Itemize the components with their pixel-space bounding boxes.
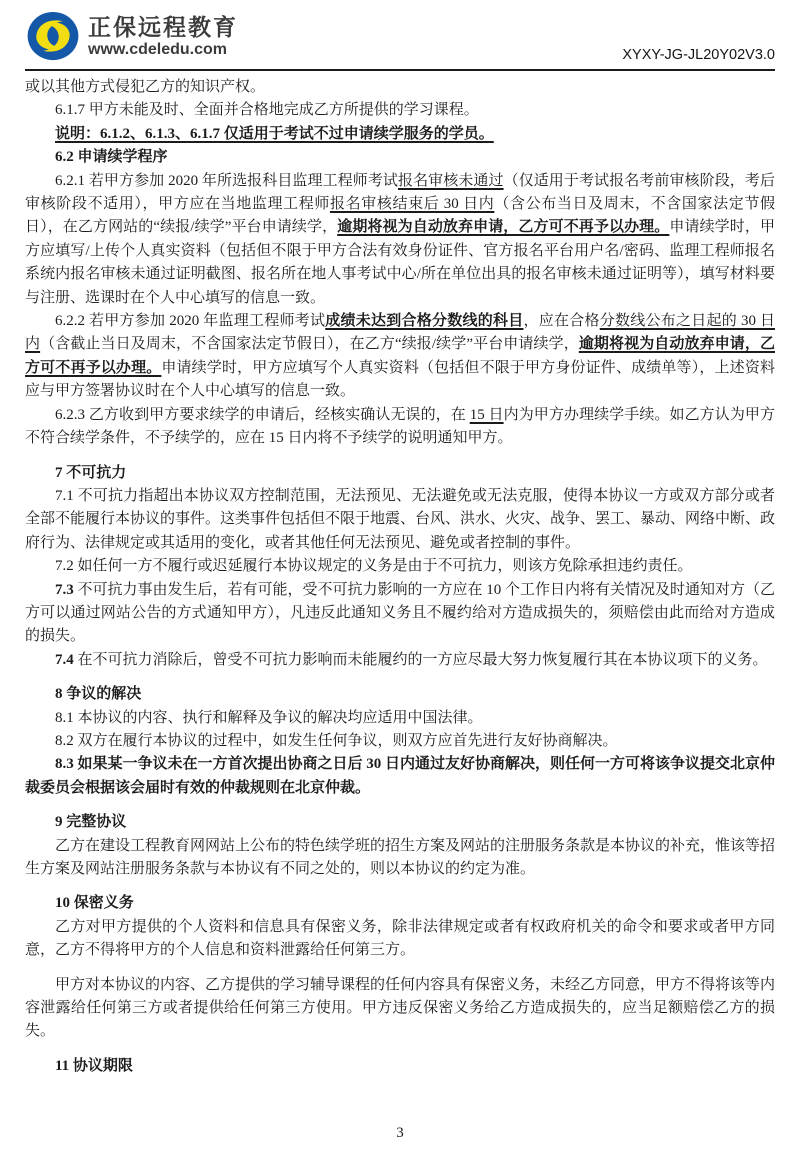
text-run: 内为甲方办理续学手续。如乙方认为甲方不符合续学条件，不予续学的，应在 15 日内将不予续学的说明通知甲方。 <box>25 406 775 447</box>
text-run: 7 不可抗力 <box>55 464 127 481</box>
text-run: （仅适用于考试报名考前审核阶段，考后审核阶段不适用），甲方应在当地监理工程师 <box>25 172 775 213</box>
clause-7-4 <box>25 649 775 672</box>
page-number: 3 <box>396 1125 404 1141</box>
text-run: 逾期将视为自动放弃申请，乙方可不再予以办理。 <box>25 336 775 376</box>
brand-text <box>88 14 238 59</box>
text-run: 申请续学时，甲方应填写/上传个人真实资料（包括但不限于甲方合法有效身份证件、官方报名平台用户名/密码、监理工程师报名系统内报名审核未通过证明截图、报名所在地人事考试中心/所在单位出具的报名审核未通过证明等），填写材料要与注册、选课时在个人中心填写的信息一致。 <box>25 219 775 306</box>
clause-10-party-a <box>25 974 775 1044</box>
text-run: 7.2 如任何一方不履行或迟延履行本协议规定的义务是由于不可抗力，则该方免除承担违约责任。 <box>55 558 693 575</box>
text-run: 11 协议期限 <box>55 1057 133 1074</box>
text-run: 甲方对本协议的内容、乙方提供的学习辅导课程的任何内容具有保密义务，未经乙方同意，甲方不得将该等内容泄露给任何第三方或者提供给任何第三方使用。甲方违反保密义务给乙方造成损失的，应当足额赔偿乙方的损失。 <box>25 976 776 1040</box>
heading-11 <box>25 1055 775 1078</box>
text-run: 6.1.7 甲方未能及时、全面并合格地完成乙方所提供的学习课程。 <box>55 102 479 119</box>
clause-7-1 <box>25 485 775 555</box>
text-run: 9 完整协议 <box>55 814 127 831</box>
text-run: 不可抗力事由发生后，若有可能，受不可抗力影响的一方应在 10 个工作日内将有关情况及时通知对方（乙方可以通过网站公告的方式通知甲方），凡违反此通知义务且不履约给对方造成损失的，须赔偿由此而给对方造成的损失。 <box>25 581 776 645</box>
heading-10 <box>25 892 775 915</box>
text-run: 6.2.1 若甲方参加 2020 年所选报科目监理工程师考试 <box>55 172 398 189</box>
text-run: 8.1 本协议的内容、执行和解释及争议的解决均应适用中国法律。 <box>55 709 483 726</box>
text-run: 分数线公布之日起的 30 日内 <box>25 313 775 353</box>
brand-url: www.cdeledu.com <box>88 40 227 58</box>
text-run: 8.2 双方在履行本协议的过程中，如发生任何争议，则双方应首先进行友好协商解决。 <box>55 732 618 749</box>
text-run: 7.4 <box>55 651 74 668</box>
text-run: 7.1 不可抗力指超出本协议双方控制范围，无法预见、无法避免或无法克服，使得本协议一方或双方部分或者全部不能履行本协议的事件。这类事件包括但不限于地震、台风、洪水、火灾、战争、罢工、暴动、网络中断、政府行为、法律规定或其适用的变化，或者其他任何无法预见、避免或者控制的事件。 <box>25 487 776 551</box>
heading-9 <box>25 811 775 834</box>
note-continuation-clauses <box>25 123 775 146</box>
brand-name: 正保远程教育 <box>88 13 238 40</box>
clause-6-2-3 <box>25 404 775 451</box>
heading-6-2 <box>25 146 775 169</box>
page-header <box>0 0 800 71</box>
clause-6-2-2 <box>25 310 775 404</box>
header-bar <box>25 8 775 71</box>
company-logo-icon <box>25 8 81 64</box>
brand <box>25 8 238 64</box>
text-run: 6.2 申请续学程序 <box>55 149 168 166</box>
text-run: 报名审核结束后 30 日内 <box>329 196 495 213</box>
clause-10-party-b <box>25 916 775 963</box>
document-body <box>0 71 800 1078</box>
text-run: （含截止当日及周末，不含国家法定节假日），在乙方“续报/续学”平台申请续学， <box>40 336 579 353</box>
text-run: ，应在合格 <box>523 313 600 330</box>
clause-continuation <box>25 76 775 99</box>
text-run: 乙方在建设工程教育网网站上公布的特色续学班的招生方案及网站的注册服务条款是本协议的补充，惟该等招生方案及网站注册服务条款与本协议有不同之处的，则以本协议的约定为准。 <box>25 837 776 877</box>
text-run: 在不可抗力消除后，曾受不可抗力影响而未能履约的一方应尽最大努力恢复履行其在本协议项下的义务。 <box>73 651 768 668</box>
clause-7-3 <box>25 579 775 649</box>
text-run: 8 争议的解决 <box>55 686 142 703</box>
clause-8-2 <box>25 730 775 753</box>
text-run: 乙方对甲方提供的个人资料和信息具有保密义务，除非法律规定或者有权政府机关的命令和要求或者甲方同意，乙方不得将甲方的个人信息和资料泄露给任何第三方。 <box>25 918 775 959</box>
clause-6-2-1 <box>25 170 775 310</box>
heading-7 <box>25 462 775 485</box>
text-run: 报名审核未通过 <box>397 172 504 189</box>
text-run: 6.2.2 若甲方参加 2020 年监理工程师考试 <box>55 313 326 330</box>
text-run: 7.3 <box>55 581 74 598</box>
text-run: 6.2.3 乙方收到甲方要求续学的申请后，经核实确认无误的，在 <box>55 406 470 423</box>
heading-8 <box>25 683 775 706</box>
clause-8-1 <box>25 707 775 730</box>
document-code: XYXY-JG-JL20Y02V3.0 <box>622 47 775 63</box>
clause-7-2 <box>25 555 775 578</box>
text-run: （含公布当日及周末，不含国家法定节假日），在乙方网站的“续报/续学”平台申请续学， <box>25 196 775 236</box>
text-run: 说明：6.1.2、6.1.3、6.1.7 仅适用于考试不过申请续学服务的学员。 <box>55 125 494 142</box>
clause-6-1-7 <box>25 99 775 122</box>
clause-8-3 <box>25 753 775 800</box>
text-run: 或以其他方式侵犯乙方的知识产权。 <box>25 79 266 95</box>
text-run: 申请续学时，甲方应填写个人真实资料（包括但不限于甲方身份证件、成绩单等），上述资料应与甲方签署协议时在个人中心填写的信息一致。 <box>25 359 775 400</box>
clause-9-body <box>25 835 775 882</box>
text-run: 10 保密义务 <box>55 895 134 912</box>
text-run: 逾期将视为自动放弃申请，乙方可不再予以办理。 <box>337 219 670 236</box>
text-run: 成绩未达到合格分数线的科目 <box>325 313 524 330</box>
text-run: 8.3 如果某一争议未在一方首次提出协商之日后 30 日内通过友好协商解决，则任何一方可将该争议提交北京仲裁委员会根据该会届时有效的仲裁规则在北京仲裁。 <box>25 756 776 796</box>
text-run: 15 日 <box>469 406 504 423</box>
